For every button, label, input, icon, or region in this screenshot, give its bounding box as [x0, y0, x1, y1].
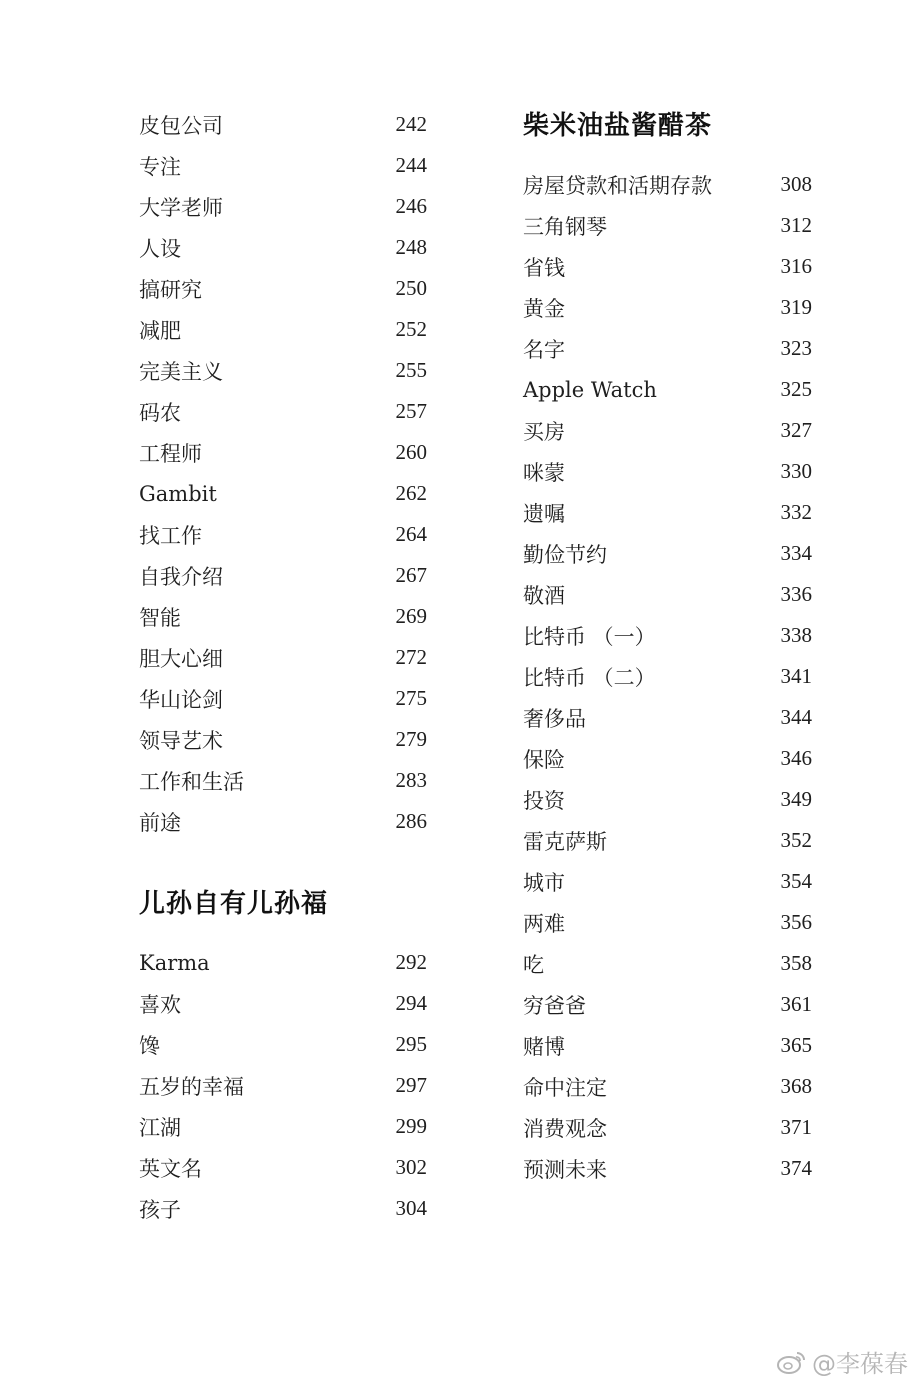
toc-entry-title: 保险	[523, 747, 565, 772]
toc-entry-page-number: 358	[780, 951, 812, 975]
toc-entry-title: 名字	[523, 337, 565, 362]
toc-entry-title: 穷爸爸	[523, 993, 586, 1018]
toc-entry	[139, 555, 427, 596]
toc-entry-page-number: 244	[395, 153, 427, 177]
toc-entry-title: 馋	[139, 1033, 160, 1058]
toc-entry	[523, 1025, 812, 1066]
toc-entry-title: 喜欢	[139, 992, 181, 1017]
watermark-text: @李葆春	[812, 1350, 908, 1378]
toc-entry	[523, 738, 812, 779]
toc-entry-title: 工作和生活	[139, 769, 244, 794]
toc-left-column	[139, 104, 427, 1229]
toc-entry-title: 预测未来	[523, 1157, 607, 1182]
toc-entry	[139, 719, 427, 760]
toc-entry-title: 江湖	[139, 1115, 181, 1140]
toc-entry	[523, 984, 812, 1025]
toc-entry	[523, 164, 812, 205]
toc-entry-page-number: 361	[780, 992, 812, 1016]
toc-entry-page-number: 349	[780, 787, 812, 811]
toc-entry	[523, 246, 812, 287]
toc-entry-page-number: 248	[395, 235, 427, 259]
toc-entry-page-number: 269	[395, 604, 427, 628]
toc-entry	[523, 533, 812, 574]
toc-entry-page-number: 302	[395, 1155, 427, 1179]
toc-entry	[139, 637, 427, 678]
toc-entry-title: Karma	[139, 950, 210, 975]
toc-entry-page-number: 374	[780, 1156, 812, 1180]
toc-entry-title: Gambit	[139, 481, 217, 506]
toc-entry-title: 五岁的幸福	[139, 1074, 244, 1099]
toc-entry-title: 命中注定	[523, 1075, 607, 1100]
toc-entry-page-number: 323	[780, 336, 812, 360]
toc-entry-page-number: 275	[395, 686, 427, 710]
toc-entry-page-number: 252	[395, 317, 427, 341]
toc-entry	[523, 943, 812, 984]
toc-entry-title: 比特币 （一）	[523, 624, 656, 649]
weibo-icon	[776, 1349, 806, 1375]
toc-entry-page-number: 332	[780, 500, 812, 524]
toc-entry	[523, 205, 812, 246]
toc-entry	[523, 328, 812, 369]
toc-entry	[139, 678, 427, 719]
toc-entry-page-number: 292	[395, 950, 427, 974]
toc-entry-page-number: 246	[395, 194, 427, 218]
toc-entry-title: 奢侈品	[523, 706, 586, 731]
toc-entry	[523, 1066, 812, 1107]
toc-entry	[523, 902, 812, 943]
toc-entry	[523, 861, 812, 902]
toc-entry-title: 买房	[523, 419, 565, 444]
toc-entry	[523, 1148, 812, 1189]
toc-entry	[139, 801, 427, 842]
toc-entry-page-number: 346	[780, 746, 812, 770]
toc-entry-title: 前途	[139, 810, 181, 835]
toc-entry-title: 两难	[523, 911, 565, 936]
toc-entry-title: 城市	[523, 870, 565, 895]
toc-entry-page-number: 334	[780, 541, 812, 565]
toc-entry-page-number: 255	[395, 358, 427, 382]
toc-entry-page-number: 264	[395, 522, 427, 546]
toc-entry	[139, 760, 427, 801]
toc-entry-page-number: 319	[780, 295, 812, 319]
toc-entry-title: 勤俭节约	[523, 542, 607, 567]
toc-entry-title: 三角钢琴	[523, 214, 607, 239]
toc-entry-title: 智能	[139, 605, 181, 630]
toc-entry	[523, 779, 812, 820]
toc-entry-page-number: 272	[395, 645, 427, 669]
toc-entry	[139, 473, 427, 514]
toc-entry-title: 人设	[139, 236, 181, 261]
toc-entry	[139, 1065, 427, 1106]
toc-entry	[523, 656, 812, 697]
toc-entry-title: 自我介绍	[139, 564, 223, 589]
toc-entry-title: 黄金	[523, 296, 565, 321]
toc-entry-title: 找工作	[139, 523, 202, 548]
toc-entry-page-number: 279	[395, 727, 427, 751]
toc-entry-page-number: 250	[395, 276, 427, 300]
toc-entry-page-number: 312	[780, 213, 812, 237]
toc-entry	[523, 574, 812, 615]
toc-entry-title: 华山论剑	[139, 687, 223, 712]
toc-entry-title: 减肥	[139, 318, 181, 343]
toc-entry-page-number: 365	[780, 1033, 812, 1057]
toc-entry	[139, 1147, 427, 1188]
toc-entry-title: 英文名	[139, 1156, 202, 1181]
toc-entry-title: 完美主义	[139, 359, 223, 384]
toc-entry-page-number: 352	[780, 828, 812, 852]
toc-entry-page-number: 325	[780, 377, 812, 401]
toc-entry	[139, 1106, 427, 1147]
toc-entry	[139, 309, 427, 350]
toc-entry	[139, 391, 427, 432]
toc-entry-page-number: 308	[780, 172, 812, 196]
toc-entry-page-number: 368	[780, 1074, 812, 1098]
toc-entry-page-number: 304	[395, 1196, 427, 1220]
toc-entry-page-number: 299	[395, 1114, 427, 1138]
toc-entry-title: 工程师	[139, 441, 202, 466]
toc-entry	[523, 410, 812, 451]
toc-entry-title: 敬酒	[523, 583, 565, 608]
toc-entry-title: 省钱	[523, 255, 565, 280]
toc-entry	[139, 186, 427, 227]
toc-entry-title: 大学老师	[139, 195, 223, 220]
toc-entry-title: 孩子	[139, 1197, 181, 1222]
toc-entry	[523, 369, 812, 410]
toc-entry-page-number: 267	[395, 563, 427, 587]
toc-entry-page-number: 295	[395, 1032, 427, 1056]
toc-entry-page-number: 330	[780, 459, 812, 483]
toc-list-daily-life	[523, 164, 812, 1189]
toc-entry-page-number: 344	[780, 705, 812, 729]
toc-entry	[139, 942, 427, 983]
toc-entry-page-number: 327	[780, 418, 812, 442]
toc-entry	[139, 432, 427, 473]
toc-entry	[139, 983, 427, 1024]
toc-entry	[523, 697, 812, 738]
toc-entry-title: 房屋贷款和活期存款	[523, 173, 712, 198]
toc-entry-title: 雷克萨斯	[523, 829, 607, 854]
toc-list-children	[139, 942, 427, 1229]
toc-entry	[139, 350, 427, 391]
toc-entry	[523, 451, 812, 492]
toc-entry	[523, 492, 812, 533]
section-heading-children: 儿孙自有儿孙福	[139, 889, 329, 919]
toc-entry-title: 消费观念	[523, 1116, 607, 1141]
toc-entry-page-number: 316	[780, 254, 812, 278]
toc-entry-page-number: 341	[780, 664, 812, 688]
toc-entry-title: Apple Watch	[523, 377, 657, 402]
toc-entry	[523, 287, 812, 328]
toc-entry-page-number: 262	[395, 481, 427, 505]
toc-list-workplace	[139, 104, 427, 842]
toc-entry	[139, 514, 427, 555]
toc-entry	[523, 1107, 812, 1148]
toc-entry-page-number: 338	[780, 623, 812, 647]
toc-entry-title: 皮包公司	[139, 113, 223, 138]
toc-entry-title: 码农	[139, 400, 181, 425]
toc-entry	[139, 1188, 427, 1229]
toc-entry-title: 遗嘱	[523, 501, 565, 526]
toc-entry-page-number: 242	[395, 112, 427, 136]
toc-entry-title: 投资	[523, 788, 565, 813]
toc-entry-page-number: 260	[395, 440, 427, 464]
toc-entry	[139, 227, 427, 268]
toc-entry-title: 咪蒙	[523, 460, 565, 485]
toc-entry-page-number: 257	[395, 399, 427, 423]
toc-entry	[139, 104, 427, 145]
toc-entry-title: 胆大心细	[139, 646, 223, 671]
toc-entry-page-number: 283	[395, 768, 427, 792]
toc-entry-page-number: 336	[780, 582, 812, 606]
toc-entry-title: 领导艺术	[139, 728, 223, 753]
toc-entry-page-number: 286	[395, 809, 427, 833]
watermark	[776, 1344, 908, 1379]
toc-entry-title: 专注	[139, 154, 181, 179]
toc-right-column	[523, 104, 812, 1189]
toc-entry-title: 搞研究	[139, 277, 202, 302]
toc-entry-page-number: 356	[780, 910, 812, 934]
toc-entry	[523, 820, 812, 861]
toc-entry-page-number: 371	[780, 1115, 812, 1139]
toc-entry	[523, 615, 812, 656]
toc-entry-title: 赌博	[523, 1034, 565, 1059]
section-heading-daily-life: 柴米油盐酱醋茶	[523, 111, 713, 141]
toc-entry	[139, 268, 427, 309]
toc-entry-page-number: 354	[780, 869, 812, 893]
toc-entry	[139, 1024, 427, 1065]
toc-entry	[139, 596, 427, 637]
toc-entry	[139, 145, 427, 186]
toc-entry-page-number: 297	[395, 1073, 427, 1097]
toc-entry-title: 吃	[523, 952, 544, 977]
toc-entry-page-number: 294	[395, 991, 427, 1015]
toc-entry-title: 比特币 （二）	[523, 665, 656, 690]
